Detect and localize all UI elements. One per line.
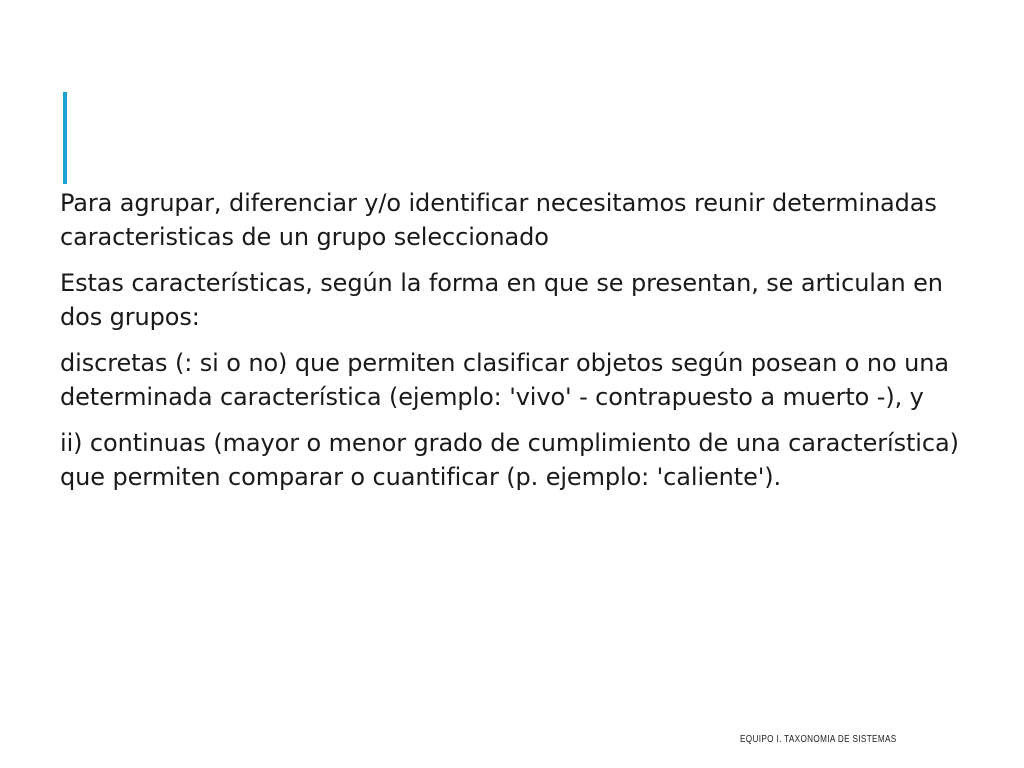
body-paragraph: Para agrupar, diferenciar y/o identificar necesitamos reunir determinadas caracteristicas de un grupo seleccionado [60,189,937,251]
slide-body [60,186,970,506]
body-paragraph: ii) continuas (mayor o menor grado de cumplimiento de una característica) que permiten comparar o cuantificar (p. ejemplo: 'caliente'). [60,429,959,491]
slide-footer: EQUIPO I. TAXONOMIA DE SISTEMAS [740,734,897,745]
title-accent-bar [63,92,67,184]
body-paragraph: Estas características, según la forma en que se presentan, se articulan en dos grupos: [60,269,943,331]
body-paragraph: discretas (: si o no) que permiten clasificar objetos según posean o no una determinada característica (ejemplo: 'vivo' - contrapuesto a muerto -), y [60,349,949,411]
